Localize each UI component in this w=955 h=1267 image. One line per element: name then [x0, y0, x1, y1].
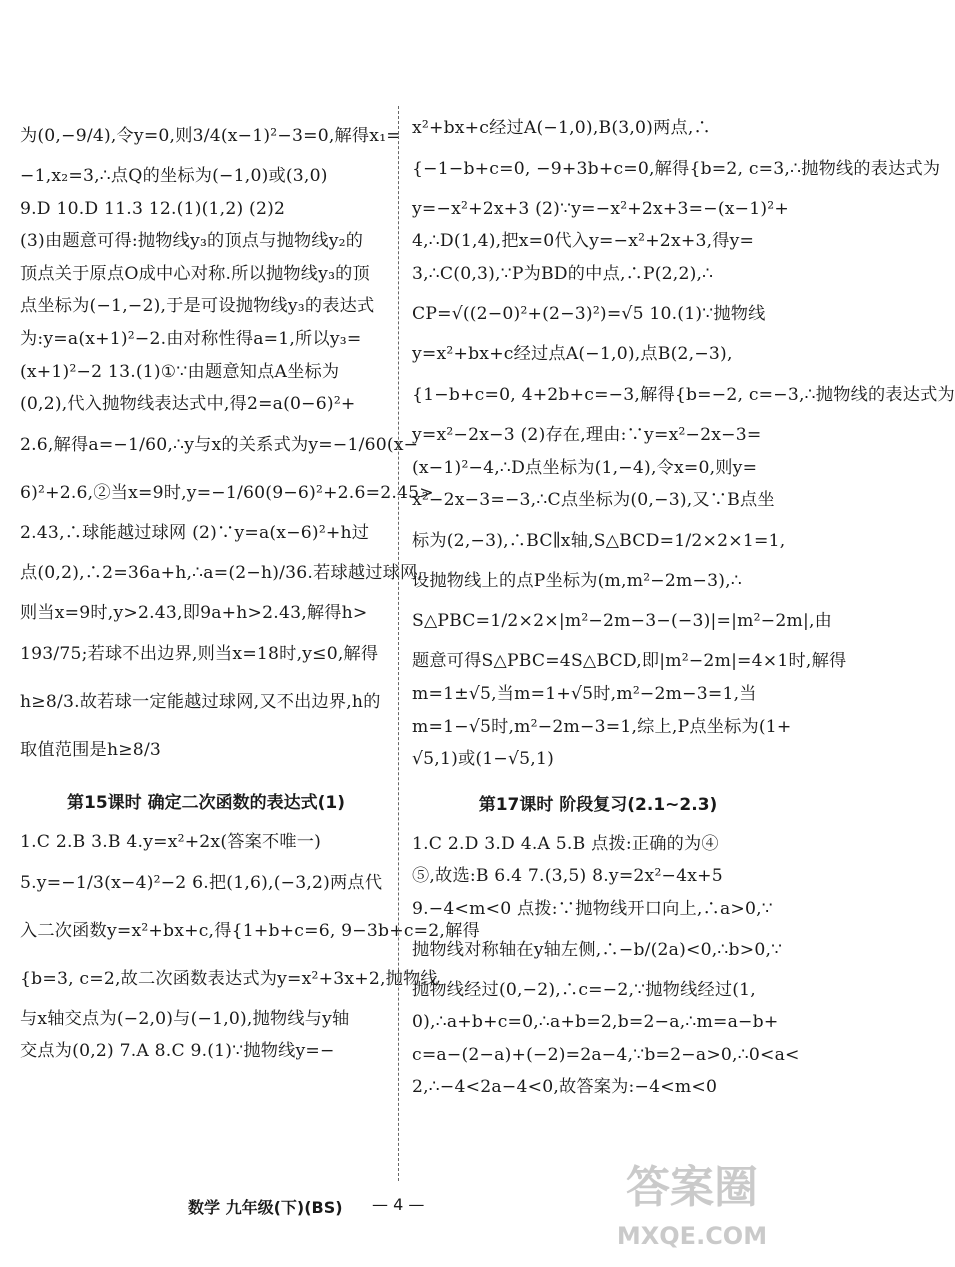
text-line: 为(0,−9/4),令y=0,则3/4(x−1)²−3=0,解得x₁=: [20, 126, 401, 146]
text-line: 6)²+2.6,②当x=9时,y=−1/60(9−6)²+2.6=2.45>: [20, 482, 434, 503]
text-line: h≥8/3.故若球一定能越过球网,又不出边界,h的: [20, 691, 381, 712]
text-line: 则当x=9时,y>2.43,即9a+h>2.43,解得h>: [20, 603, 368, 624]
text-line: 点坐标为(−1,−2),于是可设抛物线y₃的表达式: [20, 296, 375, 317]
text-line: (0,2),代入抛物线表达式中,得2=a(0−6)²+: [20, 394, 356, 415]
text-line: 4,∴D(1,4),把x=0代入y=−x²+2x+3,得y=: [412, 231, 755, 252]
text-line: 点(0,2),∴2=36a+h,∴a=(2−h)/36.若球越过球网,: [20, 563, 424, 584]
left-column: [20, 112, 480, 1068]
text-line: 0),∴a+b+c=0,∴a+b=2,b=2−a,∴m=a−b+: [412, 1012, 779, 1033]
text-line: ⑤,故选:B 6.4 7.(3,5) 8.y=2x²−4x+5: [412, 866, 723, 887]
lesson-heading: 第17课时 阶段复习(2.1~2.3): [478, 794, 718, 815]
text-line: y=−x²+2x+3 (2)∵y=−x²+2x+3=−(x−1)²+: [412, 198, 790, 219]
right-block-a: [412, 112, 955, 776]
text-line: {−1−b+c=0, −9+3b+c=0,解得{b=2, c=3,∴抛物线的表达式为: [412, 158, 941, 179]
text-line: 3,∴C(0,3),∵P为BD的中点,∴P(2,2),∴: [412, 263, 714, 284]
text-line: 交点为(0,2) 7.A 8.C 9.(1)∵抛物线y=−: [20, 1041, 335, 1062]
text-line: CP=√((2−0)²+(2−3)²)=√5 10.(1)∵抛物线: [412, 304, 766, 325]
text-line: 1.C 2.D 3.D 4.A 5.B 点拨:正确的为④: [412, 833, 719, 854]
text-line: m=1−√5时,m²−2m−3=1,综上,P点坐标为(1+: [412, 716, 792, 737]
text-line: S△PBC=1/2×2×|m²−2m−3−(−3)|=|m²−2m|,由: [412, 611, 833, 632]
text-line: 1.C 2.B 3.B 4.y=x²+2x(答案不唯一): [20, 831, 322, 852]
right-block-b: [412, 828, 800, 1104]
text-line: 2.6,解得a=−1/60,∴y与x的关系式为y=−1/60(x−: [20, 434, 419, 455]
text-line: 标为(2,−3),∴BC∥x轴,S△BCD=1/2×2×1=1,: [412, 530, 786, 551]
text-line: 与x轴交点为(−2,0)与(−1,0),抛物线与y轴: [20, 1008, 350, 1029]
text-line: 2.43,∴球能越过球网 (2)∵y=a(x−6)²+h过: [20, 522, 370, 543]
text-line: 抛物线经过(0,−2),∴c=−2,∵抛物线经过(1,: [412, 979, 756, 1000]
text-line: (3)由题意可得:抛物线y₃的顶点与抛物线y₂的: [20, 231, 364, 252]
watermark-url: MXQE.COM: [616, 1222, 768, 1250]
text-line: 入二次函数y=x²+bx+c,得{1+b+c=6, 9−3b+c=2,解得: [20, 920, 480, 941]
text-line: {b=3, c=2,故二次函数表达式为y=x²+3x+2,抛物线: [20, 968, 438, 989]
text-line: x²+bx+c经过A(−1,0),B(3,0)两点,∴: [412, 118, 711, 138]
text-line: 顶点关于原点O成中心对称.所以抛物线y₃的顶: [20, 263, 370, 284]
watermark-logo: [592, 1140, 792, 1260]
column-divider: [398, 106, 399, 1181]
text-line: (x−1)²−4,∴D点坐标为(1,−4),令x=0,则y=: [412, 457, 758, 478]
text-line: (x+1)²−2 13.(1)①∵由题意知点A坐标为: [20, 361, 340, 382]
text-line: 为:y=a(x+1)²−2.由对称性得a=1,所以y₃=: [20, 328, 362, 349]
text-line: −1,x₂=3,∴点Q的坐标为(−1,0)或(3,0): [20, 166, 328, 186]
text-line: m=1±√5,当m=1+√5时,m²−2m−3=1,当: [412, 683, 757, 704]
text-line: 取值范围是h≥8/3: [20, 739, 162, 760]
right-column: [412, 112, 955, 1104]
left-block-a: [20, 112, 434, 774]
subject-label: 数学 九年级(下)(BS): [188, 1198, 343, 1217]
text-line: 2,∴−4<2a−4<0,故答案为:−4<m<0: [412, 1077, 718, 1098]
text-line: 5.y=−1/3(x−4)²−2 6.把(1,6),(−3,2)两点代: [20, 872, 383, 893]
text-line: 抛物线对称轴在y轴左侧,∴−b/(2a)<0,∴b>0,∵: [412, 939, 783, 960]
text-line: 9.−4<m<0 点拨:∵抛物线开口向上,∴a>0,∵: [412, 898, 773, 919]
text-line: 9.D 10.D 11.3 12.(1)(1,2) (2)2: [20, 198, 286, 219]
text-line: √5,1)或(1−√5,1): [412, 749, 555, 770]
watermark-text: 答案圈: [626, 1162, 758, 1213]
page-number: — 4 —: [372, 1195, 425, 1214]
text-line: y=x²−2x−3 (2)存在,理由:∵y=x²−2x−3=: [412, 424, 762, 445]
text-line: y=x²+bx+c经过点A(−1,0),点B(2,−3),: [412, 344, 733, 365]
text-line: x²−2x−3=−3,∴C点坐标为(0,−3),又∵B点坐: [412, 490, 775, 511]
text-line: {1−b+c=0, 4+2b+c=−3,解得{b=−2, c=−3,∴抛物线的表达式为: [412, 384, 955, 405]
lesson-heading: 第15课时 确定二次函数的表达式(1): [67, 792, 345, 813]
left-block-b: [20, 826, 480, 1068]
text-line: 设抛物线上的点P坐标为(m,m²−2m−3),∴: [412, 570, 742, 591]
text-line: 题意可得S△PBC=4S△BCD,即|m²−2m|=4×1时,解得: [412, 651, 847, 672]
text-line: 193/75;若球不出边界,则当x=18时,y≤0,解得: [20, 643, 379, 664]
text-line: c=a−(2−a)+(−2)=2a−4,∵b=2−a>0,∴0<a<: [412, 1044, 800, 1065]
